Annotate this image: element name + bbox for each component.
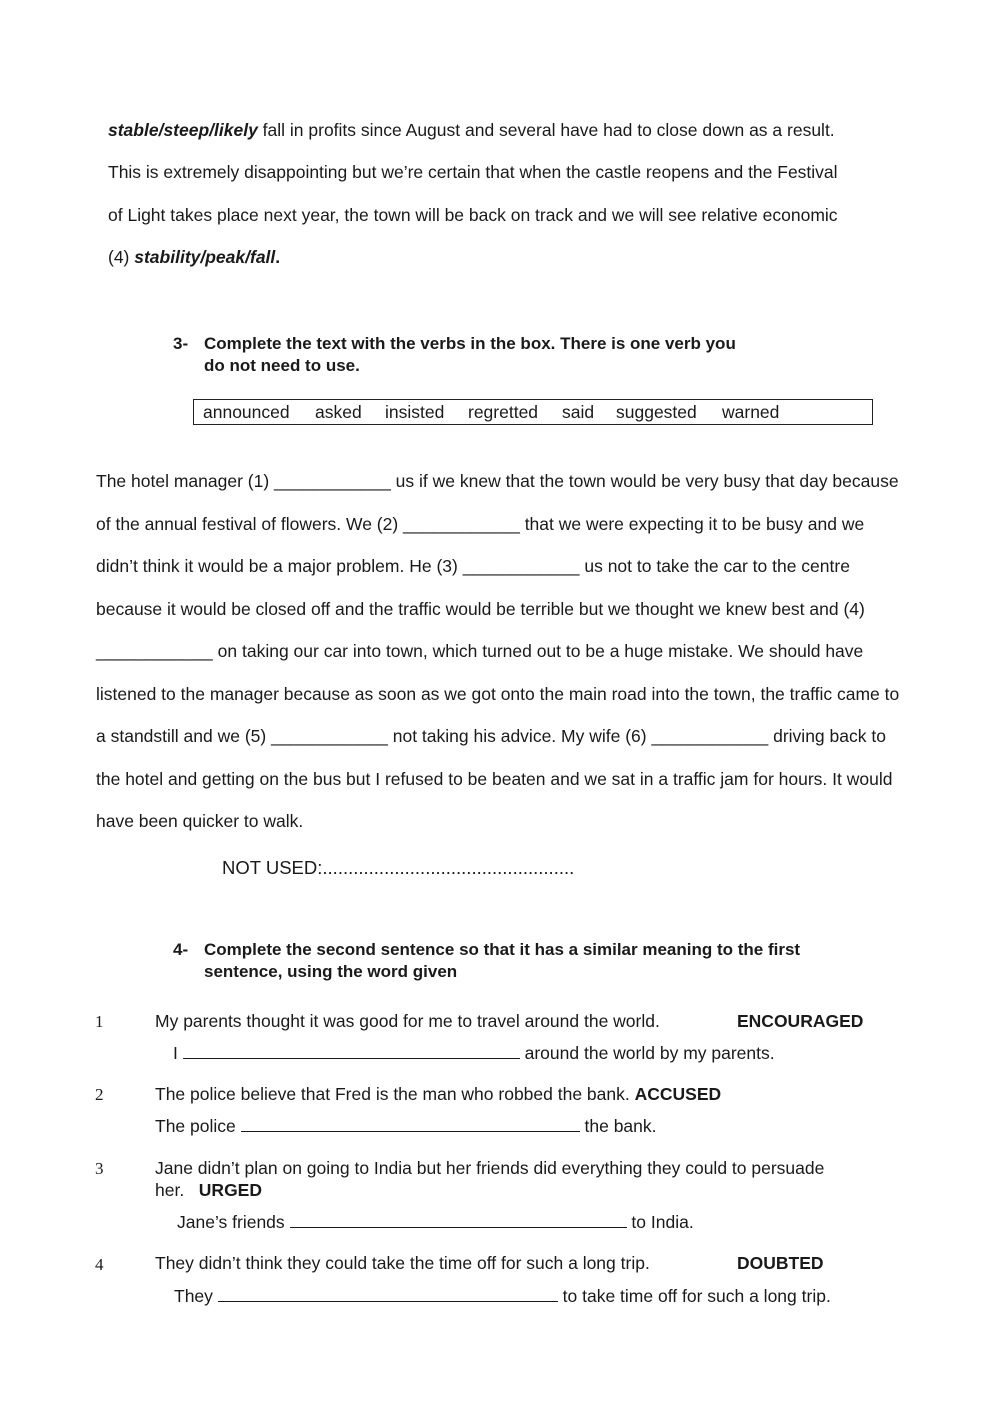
text-line-1 xyxy=(108,119,835,141)
word-options-3[interactable]: stable/steep/likely xyxy=(108,120,258,140)
question-3-keyword: URGED xyxy=(198,1180,262,1200)
verb-box xyxy=(193,399,873,425)
paragraph-line-4: because it would be closed off and the traffic would be terrible but we thought we knew best and (4) xyxy=(96,599,865,619)
question-2-keyword: ACCUSED xyxy=(634,1084,722,1104)
question-2-end: the bank. xyxy=(584,1116,657,1136)
text-line-3: of Light takes place next year, the town will be back on track and we will see relative economic xyxy=(108,205,838,225)
question-4-answer-blank[interactable] xyxy=(218,1284,558,1302)
question-1-start: I xyxy=(173,1043,178,1063)
verb-regretted: regretted xyxy=(468,402,539,422)
verb-asked: asked xyxy=(315,402,362,422)
text-line-4 xyxy=(108,246,280,268)
exercise-3-number: 3- xyxy=(173,334,189,353)
not-used-field[interactable]: NOT USED:................................................. xyxy=(222,857,575,878)
exercise-4-heading xyxy=(173,939,873,983)
question-3-start: Jane’s friends xyxy=(177,1212,285,1232)
question-2-start: The police xyxy=(155,1116,236,1136)
question-4-answer-line xyxy=(174,1284,831,1307)
question-3-answer-blank[interactable] xyxy=(290,1210,627,1228)
paragraph-line-1: The hotel manager (1) ____________ us if we knew that the town would be very busy that day because xyxy=(96,471,899,491)
question-3-sentence-end: her. xyxy=(155,1180,185,1200)
question-1-sentence: My parents thought it was good for me to travel around the world. xyxy=(155,1011,660,1031)
question-number-3: 3 xyxy=(95,1159,104,1178)
question-1-answer-line xyxy=(173,1041,775,1064)
verb-warned: warned xyxy=(722,402,780,422)
paragraph-line-6: listened to the manager because as soon as we got onto the main road into the town, the traffic came to xyxy=(96,684,900,704)
text-line-2: This is extremely disappointing but we’re certain that when the castle reopens and the Festival xyxy=(108,162,838,182)
verb-announced: announced xyxy=(203,402,290,422)
verb-insisted: insisted xyxy=(385,402,445,422)
question-2-answer-line xyxy=(155,1114,657,1137)
paragraph-line-7: a standstill and we (5) ____________ not taking his advice. My wife (6) ____________ driving back to xyxy=(96,726,886,746)
question-4-sentence: They didn’t think they could take the time off for such a long trip. xyxy=(155,1253,650,1273)
question-4-end: to take time off for such a long trip. xyxy=(562,1286,831,1306)
question-3-end: to India. xyxy=(631,1212,694,1232)
exercise-3-instruction-line-1: Complete the text with the verbs in the box. There is one verb you xyxy=(204,334,736,353)
exercise-4-number: 4- xyxy=(173,940,189,959)
text-line-1-rest: fall in profits since August and several have had to close down as a result. xyxy=(257,120,835,140)
question-number-1: 1 xyxy=(95,1012,104,1031)
exercise-4-instruction-line-1: Complete the second sentence so that it has a similar meaning to the first xyxy=(204,940,801,959)
paragraph-line-3: didn’t think it would be a major problem. He (3) ____________ us not to take the car to the centre xyxy=(96,556,850,576)
exercise-3-instruction-line-2: do not need to use. xyxy=(204,356,360,375)
question-number-4: 4 xyxy=(95,1255,104,1274)
paragraph-line-8: the hotel and getting on the bus but I refused to be beaten and we sat in a traffic jam for hours. It would xyxy=(96,769,893,789)
verb-suggested: suggested xyxy=(616,402,697,422)
question-1-keyword: ENCOURAGED xyxy=(737,1011,864,1031)
paragraph-line-2: of the annual festival of flowers. We (2) ____________ that we were expecting it to be busy and we xyxy=(96,514,865,534)
paragraph-line-9: have been quicker to walk. xyxy=(96,811,304,831)
exercise-3-heading xyxy=(173,333,873,377)
question-2-sentence xyxy=(155,1083,721,1105)
item-number-4: (4) xyxy=(108,247,135,267)
question-3-sentence-line-1: Jane didn’t plan on going to India but her friends did everything they could to persuade xyxy=(155,1158,825,1178)
question-4-start: They xyxy=(174,1286,213,1306)
question-1-answer-blank[interactable] xyxy=(183,1041,520,1059)
verb-said: said xyxy=(562,402,595,422)
question-4-keyword: DOUBTED xyxy=(737,1253,824,1273)
exercise-4-instruction-line-2: sentence, using the word given xyxy=(204,962,458,981)
word-options-4[interactable]: stability/peak/fall xyxy=(134,247,276,267)
period: . xyxy=(275,247,281,267)
paragraph-line-5: ____________ on taking our car into town, which turned out to be a huge mistake. We should have xyxy=(96,641,864,661)
question-2-sentence-text: The police believe that Fred is the man who robbed the bank. xyxy=(155,1084,630,1104)
question-3-sentence-line-2 xyxy=(155,1179,262,1201)
question-3-answer-line xyxy=(177,1210,694,1233)
question-number-2: 2 xyxy=(95,1085,104,1104)
question-2-answer-blank[interactable] xyxy=(241,1114,580,1132)
question-1-end: around the world by my parents. xyxy=(524,1043,775,1063)
